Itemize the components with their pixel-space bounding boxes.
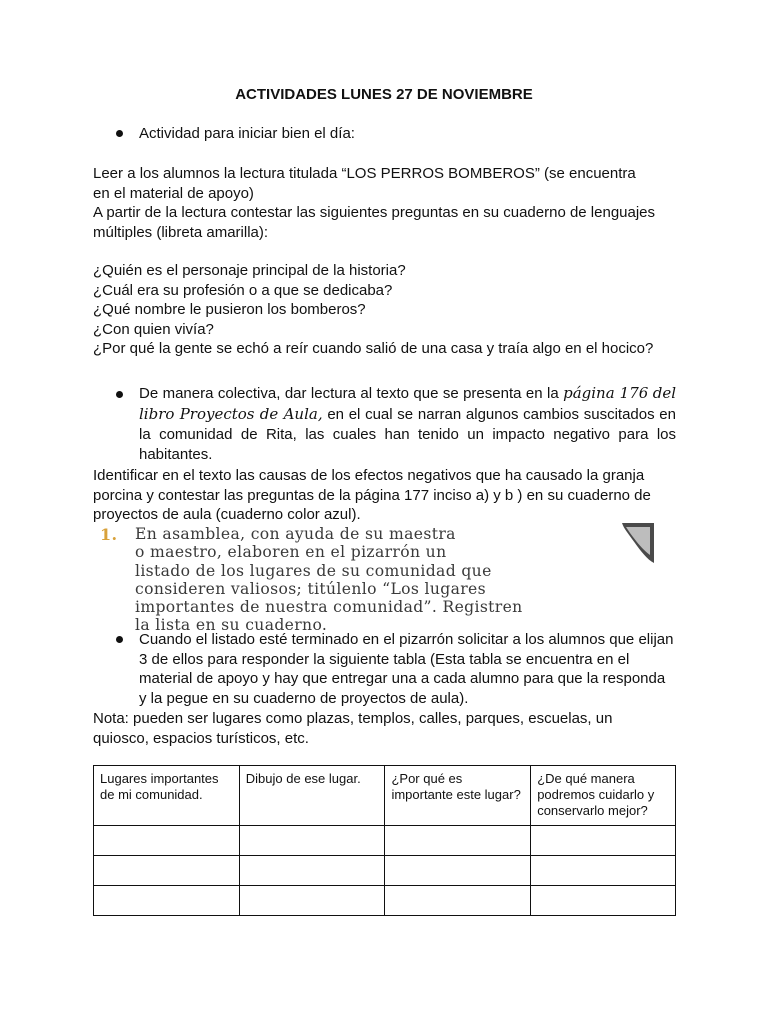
table-header-cell: ¿Por qué es importante este lugar? [385,766,531,826]
identify-line: proyectos de aula (cuaderno color azul). [93,506,361,523]
bullet2-text-after: en el cual se narran algunos cambios suscitados en la comunidad de Rita, las cuales han tenido un impacto negativo para los habitantes. [139,406,676,463]
table-instructions-bullet: Cuando el listado esté terminado en el pizarrón solicitar a los alumnos que elijan 3 de ellos para responder la siguiente tabla (Esta tabla se encuentra en el material de apoyo y hay que entregar una a cada alumno para que la responda y la pegue en su cuaderno de proyectos de aula). [139,631,674,707]
note-line: quiosco, espacios turísticos, etc. [93,729,309,747]
table-row [94,826,676,856]
excerpt-line: la lista en su cuaderno. [135,616,328,635]
table-header-cell: Dibujo de ese lugar. [239,766,385,826]
reading-line: Leer a los alumnos la lectura titulada “LOS PERROS BOMBEROS” (se encuentra [93,165,636,182]
table-empty-cell[interactable] [239,886,385,916]
note [93,709,693,748]
reading-line: múltiples (libreta amarilla): [93,223,269,241]
excerpt-number: 1. [100,525,118,544]
excerpt-line: listado de los lugares de su comunidad que [135,561,492,580]
places-worksheet-table [93,765,676,916]
book-page-reference: página 176 [563,384,649,402]
table-empty-cell[interactable] [531,886,676,916]
question-item: ¿Quién es el personaje principal de la historia? [93,262,406,279]
table-empty-cell[interactable] [385,886,531,916]
table-empty-cell[interactable] [94,856,240,886]
bullet-dot [116,391,123,398]
reading-instructions [93,164,693,242]
reading-line: A partir de la lectura contestar las siguientes preguntas en su cuaderno de lenguajes [93,204,656,221]
table-header-cell: ¿De qué manera podremos cuidarlo y conservarlo mejor? [531,766,676,826]
table-header-cell: Lugares importantes de mi comunidad. [94,766,240,826]
excerpt-photo-fragment [620,521,654,563]
question-list [93,261,693,359]
table-empty-cell[interactable] [94,886,240,916]
table-empty-cell[interactable] [239,826,385,856]
bullet-dot [116,130,123,137]
bullet-dot [116,636,123,643]
table-empty-cell[interactable] [239,856,385,886]
table-row [94,886,676,916]
excerpt-lines [135,525,655,635]
excerpt-line: o maestro, elaboren en el pizarrón un [135,543,447,562]
textbook-excerpt [95,520,659,635]
table-empty-cell[interactable] [531,856,676,886]
question-item: ¿Con quien vivía? [93,320,214,338]
table-empty-cell[interactable] [385,856,531,886]
table-header-row [94,766,676,826]
activity-intro-bullet: Actividad para iniciar bien el día: [139,125,355,142]
excerpt-line: importantes de nuestra comunidad”. Registren [135,598,523,617]
table-row [94,856,676,886]
identify-line: porcina y contestar las preguntas de la página 177 inciso a) y b ) en su cuaderno de [93,486,651,504]
book-title-reference: del libro Proyectos de Aula, [139,384,676,423]
question-item: ¿Qué nombre le pusieron los bomberos? [93,301,366,318]
bullet2-text-before: De manera colectiva, dar lectura al texto que se presenta en la [139,385,564,402]
table-empty-cell[interactable] [94,826,240,856]
identify-instructions [93,466,683,525]
excerpt-line: En asamblea, con ayuda de su maestra [135,525,456,543]
table-empty-cell[interactable] [385,826,531,856]
question-item: ¿Cuál era su profesión o a que se dedicaba? [93,281,393,299]
note-line: Nota: pueden ser lugares como plazas, templos, calles, parques, escuelas, un [93,710,613,727]
identify-line: Identificar en el texto las causas de los efectos negativos que ha causado la granja [93,467,645,484]
collective-reading-bullet [139,383,676,465]
question-item: ¿Por qué la gente se echó a reír cuando salió de una casa y traía algo en el hocico? [93,340,654,357]
table-empty-cell[interactable] [531,826,676,856]
reading-line: en el material de apoyo) [93,184,254,202]
excerpt-line: consideren valiosos; titúlenlo “Los lugares [135,579,486,598]
page-title: ACTIVIDADES LUNES 27 DE NOVIEMBRE [235,86,533,103]
